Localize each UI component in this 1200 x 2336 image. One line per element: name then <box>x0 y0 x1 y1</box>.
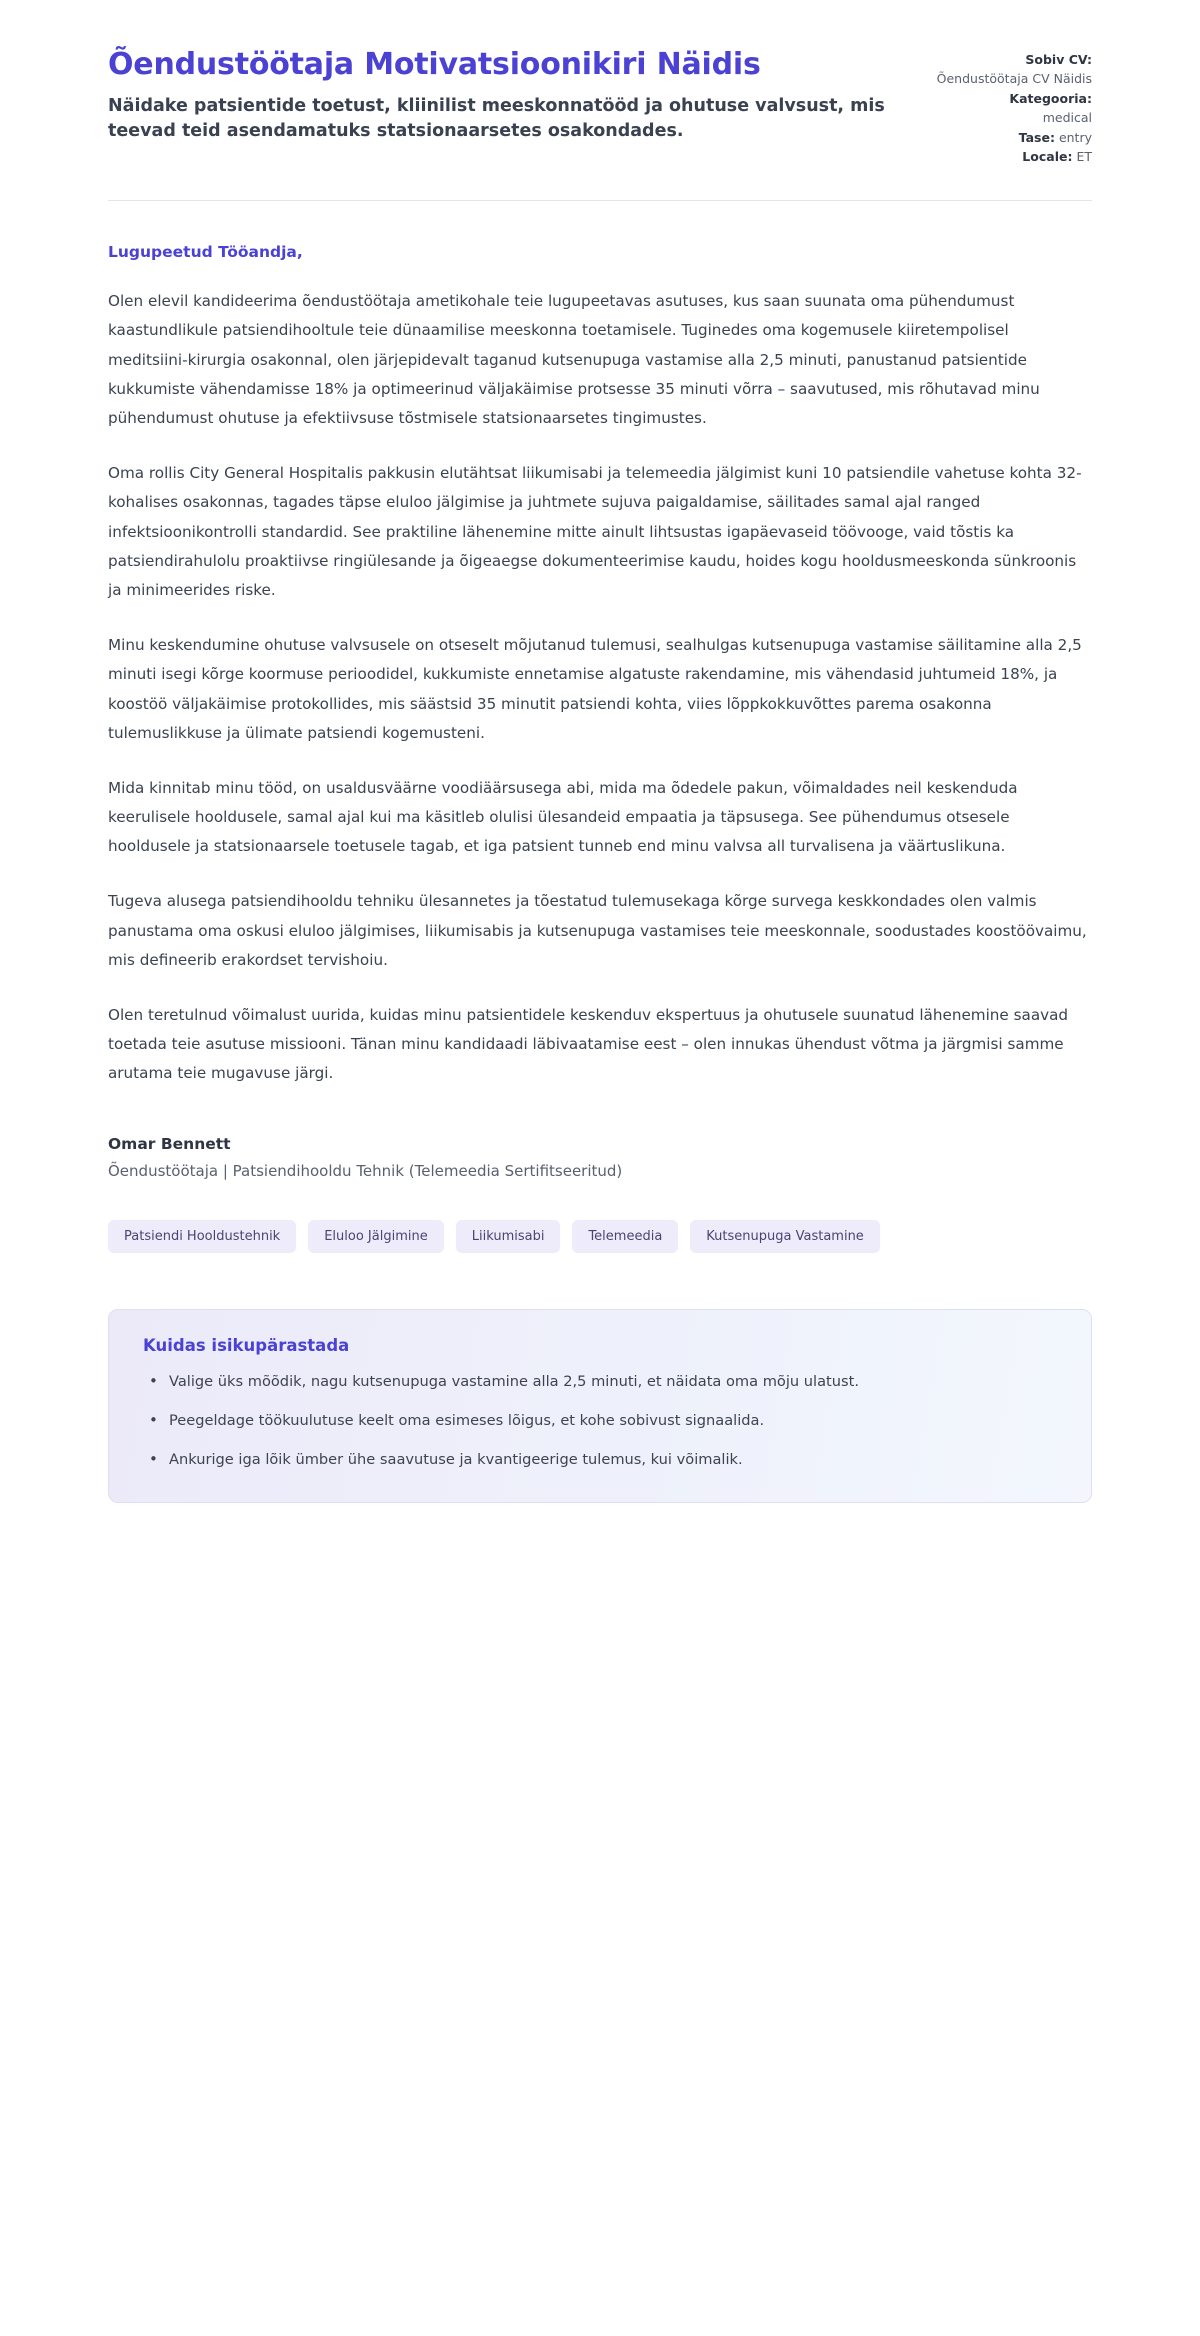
meta-label-category: Kategooria: <box>1009 90 1092 106</box>
document-header <box>108 46 1092 166</box>
meta-value-category: medical <box>1042 110 1092 126</box>
tip-item: • Valige üks mõõdik, nagu kutsenupuga vastamine alla 2,5 minuti, et näidata oma mõju ulatust. <box>165 1369 1057 1394</box>
personalization-tips-callout <box>108 1309 1092 1503</box>
page-title: Õendustöötaja Motivatsioonikiri Näidis <box>108 47 761 82</box>
letter-salutation: Lugupeetud Tööandja, <box>108 243 303 262</box>
meta-value-category-row <box>937 108 1092 127</box>
page-subtitle: Näidake patsientide toetust, kliinilist meeskonnatööd ja ohutuse valvsust, mis teevad teid asendamatuks statsionaarsetes osakondades. <box>108 95 885 141</box>
letter-paragraph: Oma rollis City General Hospitalis pakkusin elutähtsat liikumisabi ja telemeedia jälgimist kuni 10 patsiendile vahetuse kohta 32-kohalises osakonnas, tagades täpse eluloo jälgimise ja juhtmete sujuva paigaldamise, säilitades samal ajal ranged infektsioonikontrolli standardid. See praktiline lähenemine mitte ainult lihtsustas igapäevaseid töövooge, vaid tõstis ka patsiendirahulolu proaktiivse ringiülesande ja õigeaegse dokumenteerimise kaudu, hoides kogu hooldusmeeskonda sünkroonis ja minimeerides riske. <box>108 464 1082 599</box>
meta-row-cv <box>937 50 1092 69</box>
meta-row-locale <box>937 147 1092 166</box>
tips-heading: Kuidas isikupärastada <box>143 1336 350 1356</box>
header-text-block <box>108 46 888 144</box>
letter-paragraph: Tugeva alusega patsiendihooldu tehniku ülesannetes ja tõestatud tulemusekaga kõrge survega keskkondades olen valmis panustama oma oskusi eluloo jälgimises, liikumisabis ja kutsenupuga vastamises teie meeskonnale, soodustades koostöövaimu, mis defineerib erakordset tervishoiu. <box>108 892 1087 969</box>
meta-label-locale: Locale: <box>1022 148 1073 164</box>
tip-item: • Peegeldage töökuulutuse keelt oma esimeses lõigus, et kohe sobivust signaalida. <box>165 1408 1057 1433</box>
meta-value-locale: ET <box>1076 148 1092 164</box>
letter-body <box>108 243 1092 1088</box>
meta-label-cv: Sobiv CV: <box>1025 52 1092 67</box>
letter-paragraph: Olen teretulnud võimalust uurida, kuidas minu patsientidele keskenduv ekspertuus ja ohutusele suunatud lähenemine saavad toetada teie asutuse missiooni. Tänan minu kandidaadi läbivaatamise eest – olen innukas ühendust võtma ja järgmisi samme arutama teie mugavuse järgi. <box>108 1006 1069 1083</box>
signature-name: Omar Bennett <box>108 1134 231 1153</box>
skill-tag[interactable]: Liikumisabi <box>456 1220 561 1254</box>
document-meta <box>937 46 1092 166</box>
meta-value-cv: Õendustöötaja CV Näidis <box>936 71 1092 87</box>
letter-paragraph: Minu keskendumine ohutuse valvsusele on otseselt mõjutanud tulemusi, sealhulgas kutsenupuga vastamise säilitamine alla 2,5 minuti isegi kõrge koormuse perioodidel, kukkumiste ennetamise algatuste rakendamine, mis vähendasid juhtumeid 18%, ja koostöö väljakäimise protokollides, mis säästsid 35 minutit patsiendi kohta, viies lõppkokkuvõttes parema osakonna tulemuslikkuse ja ülimate patsiendi kogemusteni. <box>108 636 1082 742</box>
skill-tag[interactable]: Telemeedia <box>572 1220 678 1254</box>
tips-list <box>143 1369 1057 1472</box>
header-divider <box>108 200 1092 201</box>
signature-block <box>108 1135 1092 1180</box>
meta-value-level: entry <box>1058 129 1092 145</box>
meta-row-level <box>937 128 1092 147</box>
tip-item: • Ankurige iga lõik ümber ühe saavutuse ja kvantigeerige tulemus, kui võimalik. <box>165 1447 1057 1472</box>
letter-paragraph: Mida kinnitab minu tööd, on usaldusväärne voodiäärsusega abi, mida ma õdedele pakun, võimaldades neil keskenduda keerulisele hooldusele, samal ajal kui ma käsitleb olulisi ülesandeid empaatia ja täpsusega. See pühendumus otsesele hooldusele ja statsionaarsele toetusele tagab, et iga patsient tunneb end minu valvsa all turvalisena ja väärtuslikuna. <box>108 778 1018 856</box>
skill-tag-list <box>108 1220 1092 1254</box>
meta-row-category <box>937 89 1092 108</box>
meta-value-cv-row <box>937 69 1092 88</box>
signature-role: Õendustöötaja | Patsiendihooldu Tehnik (Telemeedia Sertifitseeritud) <box>108 1161 623 1180</box>
letter-paragraph: Olen elevil kandideerima õendustöötaja ametikohale teie lugupeetavas asutuses, kus saan suunata oma pühendumust kaastundlikule patsiendihooltule teie dünaamilise meeskonna toetamisele. Tuginedes oma kogemusele kiiretempolisel meditsiini-kirurgia osakonnal, olen järjepidevalt taganud kutsenupuga vastamise alla 2,5 minuti, panustanud patsientide kukkumiste vähendamisse 18% ja optimeerinud väljakäimise protsesse 35 minuti võrra – saavutused, mis rõhutavad minu pühendumust ohutuse ja efektiivsuse tõstmisele statsionaarsetes tingimustes. <box>108 292 1040 427</box>
skill-tag[interactable]: Eluloo Jälgimine <box>308 1220 444 1254</box>
skill-tag[interactable]: Patsiendi Hooldustehnik <box>108 1220 296 1254</box>
meta-label-level: Tase: <box>1018 129 1055 145</box>
skill-tag[interactable]: Kutsenupuga Vastamine <box>690 1220 880 1254</box>
